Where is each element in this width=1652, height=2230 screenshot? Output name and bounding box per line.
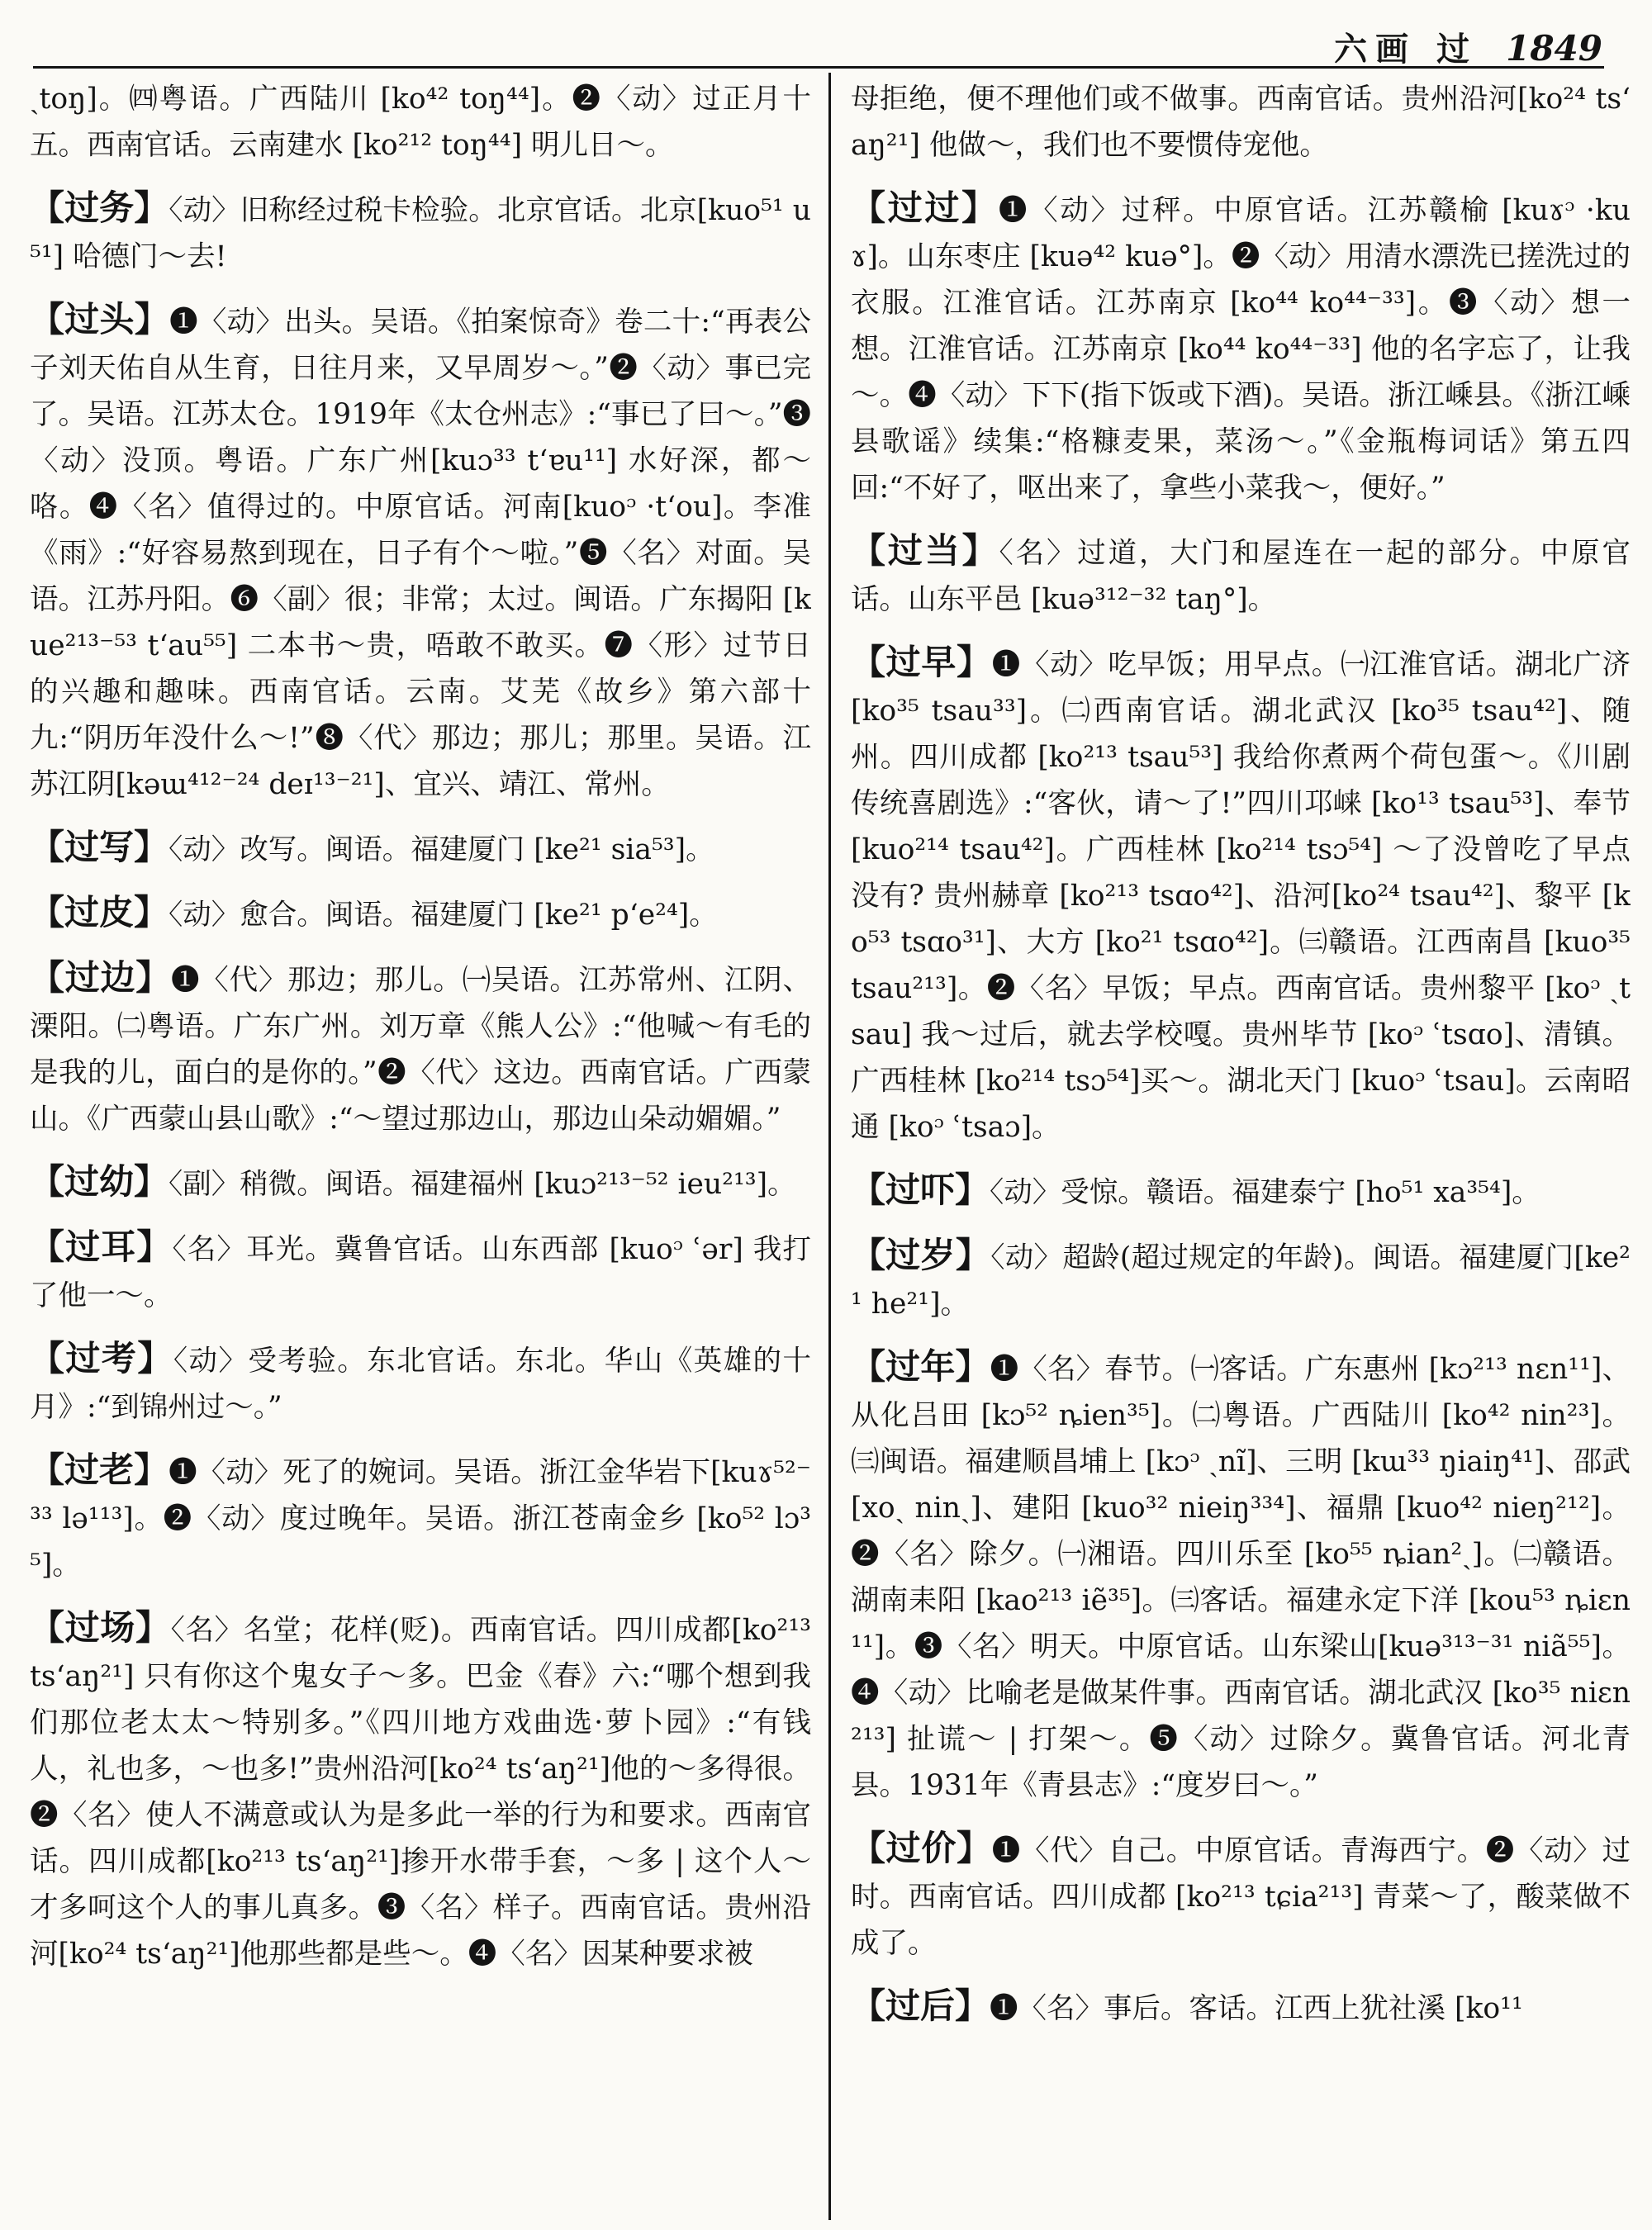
headword: 【过老】 <box>30 1450 169 1490</box>
headword: 【过皮】 <box>30 892 169 932</box>
running-header <box>1334 23 1602 81</box>
entry: 【过后】❶〈名〉事后。客话。江西上犹社溪 [ko¹¹ <box>851 1986 1523 2026</box>
headword: 【过边】 <box>30 957 172 998</box>
left-column <box>30 76 811 2222</box>
headword: 【过吓】 <box>851 1170 990 1210</box>
headword: 【过后】 <box>851 1986 990 2026</box>
entry: 【过吓】〈动〉受惊。赣语。福建泰宁 [ho⁵¹ xa³⁵⁴]。 <box>851 1170 1540 1210</box>
headword: 【过价】 <box>851 1828 992 1868</box>
entry: 【过年】❶〈名〉春节。㈠客话。广东惠州 [kɔ²¹³ nɛn¹¹]、从化吕田 [kɔ⁵² ȵien³⁵]。㈡粤语。广西陆川 [ko⁴² nin²³]。㈢闽语。福建顺昌埔上 [kɔᵓ ˏnĩ]、三明 [kɯ³³ ŋiaiŋ⁴¹]、邵武 [xoˏ ninˏ]、建阳 [kuo³² nieiŋ³³⁴]、福鼎 [kuo⁴² nieŋ²¹²]。❷〈名〉除夕。㈠湘语。四川乐至 [ko⁵⁵ ȵian²ˏ]。㈡赣语。湖南耒阳 [kao²¹³ iẽ³⁵]。㈢客话。福建永定下洋 [kou⁵³ ȵiɛn¹¹]。❸〈名〉明天。中原官话。山东梁山[kuə³¹³⁻³¹ niã⁵⁵]。❹〈动〉比喻老是做某件事。西南官话。湖北武汉 [ko³⁵ niɛn²¹³] 扯谎～ | 打架～。❺〈动〉过除夕。冀鲁官话。河北青县。1931年《青县志》:“度岁曰～。” <box>851 1346 1631 1802</box>
entry: 【过当】〈名〉过道，大门和屋连在一起的部分。中原官话。山东平邑 [kuə³¹²⁻³² taŋ°]。 <box>851 530 1631 616</box>
entry: 【过边】❶〈代〉那边；那儿。㈠吴语。江苏常州、江阴、溧阳。㈡粤语。广东广州。刘万章《熊人公》:“他喊～有毛的是我的儿，面白的是你的。”❷〈代〉这边。西南官话。广西蒙山。《广西蒙山县山歌》:“～望过那边山，那边山朵动媚媚。” <box>30 957 811 1136</box>
entry: 【过考】〈动〉受考验。东北官话。东北。华山《英雄的十月》:“到锦州过～。” <box>30 1338 811 1424</box>
entry: 【过早】❶〈动〉吃早饭；用早点。㈠江淮官话。湖北广济 [ko³⁵ tsau³³]。㈡西南官话。湖北武汉 [ko³⁵ tsau⁴²]、随州。四川成都 [ko²¹³ tsau⁵³] 我给你煮两个荷包蛋～。《川剧传统喜剧选》:“客伙，请～了!”四川邛崃 [ko¹³ tsau⁵³]、奉节[kuo²¹⁴ tsau⁴²]。广西桂林 [ko²¹⁴ tsɔ⁵⁴] ～了没曾吃了早点没有? 贵州赫章 [ko²¹³ tsɑo⁴²]、沿河[ko²⁴ tsau⁴²]、黎平 [ko⁵³ tsɑo³¹]、大方 [ko²¹ tsɑo⁴²]。㈢赣语。江西南昌 [kuo³⁵ tsau²¹³]。❷〈名〉早饭；早点。西南官话。贵州黎平 [koᵓ ˏtsau] 我～过后，就去学校嘎。贵州毕节 [koᵓ ʿtsɑo]、清镇。广西桂林 [ko²¹⁴ tsɔ⁵⁴]买～。湖北天门 [kuoᵓ ʿtsau]。云南昭通 [koᵓ ʿtsaɔ]。 <box>851 642 1631 1144</box>
entry: ˏtoŋ]。㈣粤语。广西陆川 [ko⁴² toŋ⁴⁴]。❷〈动〉过正月十五。西南官话。云南建水 [ko²¹² toŋ⁴⁴] 明儿日～。 <box>30 83 811 162</box>
header-rule <box>33 66 1604 69</box>
section-label: 六画 过 <box>1334 30 1479 69</box>
headword: 【过年】 <box>851 1346 990 1387</box>
page-number: 1849 <box>1506 28 1602 69</box>
entry: 【过过】❶〈动〉过秤。中原官话。江苏赣榆 [kuɤᵓ ·kuɤ]。山东枣庄 [kuə⁴² kuə°]。❷〈动〉用清水漂洗已搓洗过的衣服。江淮官话。江苏南京 [ko⁴⁴ ko⁴⁴⁻³³]。❸〈动〉想一想。江淮官话。江苏南京 [ko⁴⁴ ko⁴⁴⁻³³] 他的名字忘了，让我～。❹〈动〉下下(指下饭或下酒)。吴语。浙江嵊县。《浙江嵊县歌谣》续集:“格糠麦果，菜汤～。”《金瓶梅词话》第五四回:“不好了，呕出来了，拿些小菜我～，便好。” <box>851 187 1631 505</box>
headword: 【过幼】 <box>30 1161 169 1202</box>
entry: 【过务】〈动〉旧称经过税卡检验。北京官话。北京[kuo⁵¹ u⁵¹] 哈德门～去! <box>30 187 811 273</box>
column-divider <box>828 73 831 2220</box>
headword: 【过写】 <box>30 827 169 867</box>
entry: 【过写】〈动〉改写。闽语。福建厦门 [ke²¹ sia⁵³]。 <box>30 827 714 867</box>
headword: 【过岁】 <box>851 1235 991 1275</box>
headword: 【过过】 <box>851 187 999 228</box>
entry: 【过耳】〈名〉耳光。冀鲁官话。山东西部 [kuoᵓ ʿər] 我打了他一～。 <box>30 1226 811 1312</box>
entry: 母拒绝，便不理他们或不做事。西南官话。贵州沿河[ko²⁴ tsʻaŋ²¹] 他做～，我们也不要惯侍宠他。 <box>851 83 1631 162</box>
headword: 【过务】 <box>30 187 169 228</box>
headword: 【过头】 <box>30 299 170 339</box>
right-column <box>851 76 1631 2222</box>
entry: 【过场】〈名〉名堂；花样(贬)。西南官话。四川成都[ko²¹³ tsʻaŋ²¹] 只有你这个鬼女子～多。巴金《春》六:“哪个想到我们那位老太太～特别多。”《四川地方戏曲选·萝卜园》:“有钱人，礼也多，～也多!”贵州沿河[ko²⁴ tsʻaŋ²¹]他的～多得很。❷〈名〉使人不满意或认为是多此一举的行为和要求。西南官话。四川成都[ko²¹³ tsʻaŋ²¹]掺开水带手套，～多 | 这个人～才多呵这个人的事儿真多。❸〈名〉样子。西南官话。贵州沿河[ko²⁴ tsʻaŋ²¹]他那些都是些～。❹〈名〉因某种要求被 <box>30 1607 811 1971</box>
entry: 【过皮】〈动〉愈合。闽语。福建厦门 [ke²¹ pʻe²⁴]。 <box>30 892 718 932</box>
entry: 【过头】❶〈动〉出头。吴语。《拍案惊奇》卷二十:“再表公子刘天佑自从生育，日往月来，又早周岁～。”❷〈动〉事已完了。吴语。江苏太仓。1919年《太仓州志》:“事已了曰～。”❸〈动〉没顶。粤语。广东广州[kuɔ³³ tʻɐu¹¹] 水好深，都～咯。❹〈名〉值得过的。中原官话。河南[kuoᵓ ·tʻou]。李准《雨》:“好容易熬到现在，日子有个～啦。”❺〈名〉对面。吴语。江苏丹阳。❻〈副〉很；非常；太过。闽语。广东揭阳 [kue²¹³⁻⁵³ tʻau⁵⁵] 二本书～贵，唔敢不敢买。❼〈形〉过节日的兴趣和趣味。西南官话。云南。艾芜《故乡》第六部十九:“阴历年没什么～!”❽〈代〉那边；那儿；那里。吴语。江苏江阴[kəɯ⁴¹²⁻²⁴ deɪ¹³⁻²¹]、宜兴、靖江、常州。 <box>30 299 811 801</box>
headword: 【过考】 <box>30 1338 173 1378</box>
entry: 【过幼】〈副〉稍微。闽语。福建福州 [kuɔ²¹³⁻⁵² ieu²¹³]。 <box>30 1161 796 1202</box>
entry: 【过岁】〈动〉超龄(超过规定的年龄)。闽语。福建厦门[ke²¹ he²¹]。 <box>851 1235 1631 1321</box>
headword: 【过当】 <box>851 530 999 571</box>
entry: 【过价】❶〈代〉自己。中原官话。青海西宁。❷〈动〉过时。西南官话。四川成都 [ko²¹³ tɕia²¹³] 青菜～了，酸菜做不成了。 <box>851 1828 1631 1960</box>
entry: 【过老】❶〈动〉死了的婉词。吴语。浙江金华岩下[kuɤ⁵²⁻³³ lə¹¹³]。❷〈动〉度过晚年。吴语。浙江苍南金乡 [ko⁵² lɔ³⁵]。 <box>30 1450 811 1582</box>
headword: 【过场】 <box>30 1607 171 1648</box>
headword: 【过早】 <box>851 642 992 682</box>
headword: 【过耳】 <box>30 1226 173 1267</box>
